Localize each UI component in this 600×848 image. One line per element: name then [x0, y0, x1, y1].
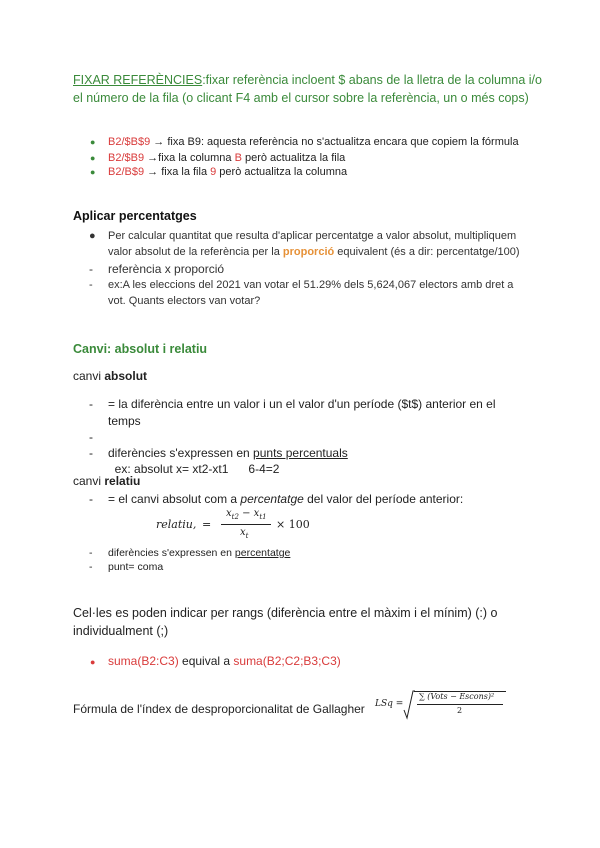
fraction-bar: [221, 524, 271, 525]
dash-mark: -: [89, 262, 93, 276]
bullet-dot-icon: ●: [90, 153, 96, 163]
function-text: suma(B2:C3): [108, 654, 179, 668]
list-item: [89, 396, 496, 412]
ref-text: B2/$B9: [108, 152, 145, 164]
line-text: punt= coma: [108, 561, 164, 573]
underlined-term: percentatge: [234, 547, 291, 559]
list-item: [89, 445, 348, 461]
underlined-term: punts percentuals: [253, 446, 348, 460]
percent-line: equivalent (és a dir: percentatge/100): [334, 246, 520, 258]
bullet-dot-icon: ●: [90, 167, 96, 177]
section-heading-canvi: Canvi: absolut i relatiu: [73, 342, 208, 356]
bullet-text: → fixa la fila: [144, 166, 211, 178]
bullet-dot-icon: ●: [90, 657, 96, 667]
formula-numerator: x: [253, 508, 260, 519]
formula-multiplier: × 100: [276, 518, 310, 531]
intro-text: :fixar referència incloent $ abans de la lletra de la columna i/o el número de la fila (o clicant F4 amb el cursor sobre la referència, un o més cops): [73, 73, 542, 105]
list-item: [90, 165, 348, 179]
percent-line: valor absolut de la referència per la: [108, 246, 283, 258]
list-item: [89, 228, 517, 244]
formula-equals: =: [202, 518, 212, 531]
formula-lhs: relatiu,: [156, 518, 197, 531]
line-text: temps: [108, 414, 141, 428]
percent-line: vot. Quants electors van votar?: [108, 295, 261, 307]
bullet-text: però actualitza la columna: [216, 166, 348, 178]
bullet-dot-icon: ●: [90, 137, 96, 147]
italic-term: percentatge: [240, 492, 304, 506]
percent-line: Per calcular quantitat que resulta d'aplicar percentatge a valor absolut, multipliquem: [108, 230, 517, 242]
line-text: = la diferència entre un valor i un el valor d'un període ($t$) anterior en el: [108, 397, 496, 411]
ranges-line: individualment (;): [73, 624, 169, 638]
function-text: suma(B2;C2;B3;C3): [233, 654, 341, 668]
ranges-line: Cel·les es poden indicar per rangs (diferència entre el màxim i el mínim) (:) o: [73, 606, 498, 620]
subheading-prefix: canvi: [73, 369, 105, 383]
line-text: equival a: [178, 654, 234, 668]
percent-line: referència x proporció: [108, 262, 225, 276]
list-item: [89, 559, 164, 575]
relative-change-formula: relatiu, = $x_{t2} - x_{t1}$ $x_t$ × 100: [156, 508, 310, 540]
line-text: ex: absolut x= xt2-xt1 6-4=2: [114, 462, 280, 476]
dash-mark: -: [89, 397, 93, 411]
line-text: del valor del període anterior:: [303, 492, 464, 506]
formula-denominator: x: [240, 527, 246, 538]
line-text: = el canvi absolut com a: [108, 492, 241, 506]
line-text: diferències s'expressen en: [108, 446, 254, 460]
intro-title: FIXAR REFERÈNCIES: [73, 73, 203, 87]
formula-numerator: ∑ (Vots − Escons)²: [419, 692, 495, 701]
bullet-text: →fixa la columna: [144, 152, 235, 164]
ref-text: B2/B$9: [108, 166, 145, 178]
formula-denominator: 2: [457, 706, 463, 715]
sqrt-icon: [403, 690, 415, 720]
bullet-dot-icon: ●: [89, 230, 96, 242]
highlight-proporcio: proporció: [282, 246, 335, 258]
list-item: [90, 135, 519, 149]
list-item: [90, 151, 346, 165]
subheading-absolut: [73, 369, 147, 383]
list-item: [89, 491, 464, 507]
formula-lhs: LSq =: [375, 699, 404, 709]
list-item-continued: [108, 244, 520, 260]
intro-paragraph: [73, 71, 553, 107]
ref-text: B2/$B$9: [108, 136, 151, 148]
list-item-continued: [108, 293, 260, 309]
list-item: [89, 261, 225, 277]
highlight-text: 9: [210, 166, 217, 178]
line-text: diferències s'expressen en: [108, 547, 235, 559]
section-heading-percent: Aplicar percentatges: [73, 209, 197, 223]
gallagher-label: Fórmula de l'índex de desproporcionalitat de Gallagher: [73, 702, 365, 716]
dash-mark: -: [89, 446, 93, 460]
formula-numerator: x: [226, 508, 232, 519]
bullet-text: → fixa B9: aquesta referència no s'actualitza encara que copiem la fórmula: [150, 136, 519, 148]
list-item-continued: [108, 413, 141, 429]
gallagher-formula: [375, 690, 510, 722]
dash-mark: -: [89, 547, 93, 559]
bullet-text: però actualitza la fila: [241, 152, 346, 164]
highlight-text: B: [234, 152, 242, 164]
subheading-word: absolut: [104, 369, 148, 383]
subheading-relatiu: [73, 474, 140, 488]
list-item: [89, 277, 514, 293]
subheading-word: relatiu: [104, 474, 141, 488]
list-item: [90, 653, 341, 669]
dash-mark: -: [89, 492, 93, 506]
dash-mark: -: [89, 430, 93, 444]
percent-line: ex:A les eleccions del 2021 van votar el 51.29% dels 5,624,067 electors amb dret a: [108, 279, 514, 291]
dash-mark: -: [89, 279, 93, 291]
subheading-prefix: canvi: [73, 474, 105, 488]
dash-mark: -: [89, 561, 93, 573]
fraction-bar: [417, 704, 503, 705]
